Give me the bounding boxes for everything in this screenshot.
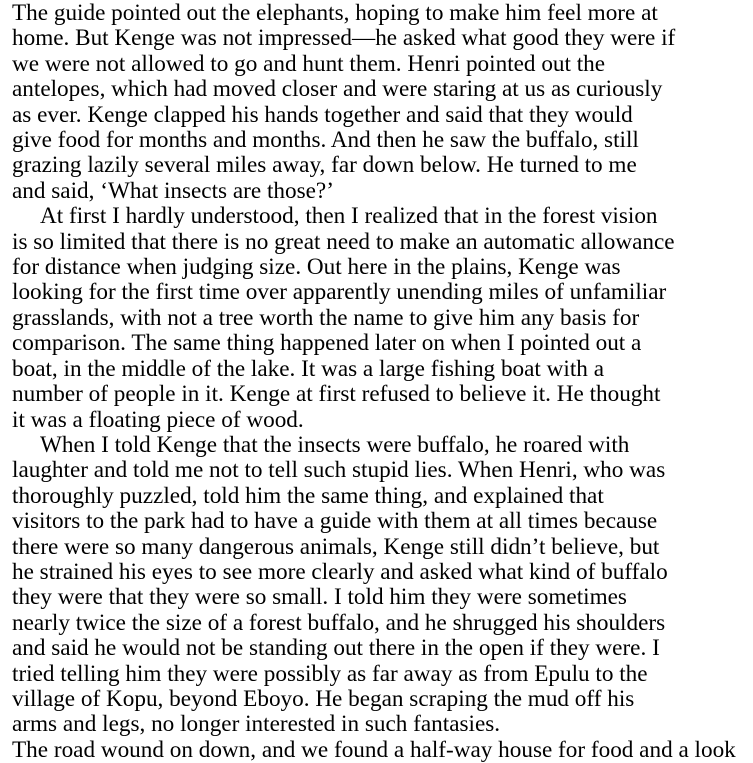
text-line: give food for months and months. And then he saw the buffalo, still: [12, 127, 639, 154]
text-line: boat, in the middle of the lake. It was a large fishing boat with a: [12, 355, 604, 382]
text-line: arms and legs, no longer interested in such fantasies.: [12, 711, 501, 738]
text-line: village of Kopu, beyond Eboyo. He began scraping the mud off his: [12, 685, 635, 712]
text-line: it was a floating piece of wood.: [12, 406, 304, 433]
text-line: they were that they were so small. I told him they were sometimes: [12, 584, 627, 611]
text-line: there were so many dangerous animals, Kenge still didn’t believe, but: [12, 533, 660, 560]
paragraph-3: [12, 433, 750, 738]
paragraph-1: [12, 1, 750, 204]
text-line: is so limited that there is no great need to make an automatic allowance: [12, 228, 675, 255]
text-line: number of people in it. Kenge at first refused to believe it. He thought: [12, 381, 661, 408]
text-line: he strained his eyes to see more clearly and asked what kind of buffalo: [12, 558, 668, 585]
text-line: home. But Kenge was not impressed—he asked what good they were if: [12, 25, 676, 52]
text-line: and said, ‘What insects are those?’: [12, 177, 334, 204]
text-line: tried telling him they were possibly as far away as from Epulu to the: [12, 660, 648, 687]
paragraph-2: [12, 204, 750, 433]
text-line: as ever. Kenge clapped his hands together and said that they would: [12, 101, 633, 128]
text-line: grazing lazily several miles away, far down below. He turned to me: [12, 152, 637, 179]
text-line: At first I hardly understood, then I realized that in the forest vision: [40, 203, 658, 230]
text-line: antelopes, which had moved closer and were staring at us as curiously: [12, 76, 663, 103]
text-line: comparison. The same thing happened later on when I pointed out a: [12, 330, 642, 357]
text-line: and said he would not be standing out there in the open if they were. I: [12, 635, 660, 662]
document-page: [12, 0, 750, 763]
text-line: nearly twice the size of a forest buffalo, and he shrugged his shoulders: [12, 609, 666, 636]
text-line: grasslands, with not a tree worth the name to give him any basis for: [12, 304, 640, 331]
cut-off-text: The road wound on down, and we found a half-way house for food and a look: [12, 736, 736, 763]
text-line: The guide pointed out the elephants, hoping to make him feel more at: [12, 0, 658, 26]
text-line: for distance when judging size. Out here in the plains, Kenge was: [12, 254, 621, 281]
text-line: visitors to the park had to have a guide with them at all times because: [12, 508, 658, 535]
text-line: laughter and told me not to tell such stupid lies. When Henri, who was: [12, 457, 666, 484]
text-line: thoroughly puzzled, told him the same thing, and explained that: [12, 482, 604, 509]
cut-off-text-line: [12, 736, 750, 763]
text-line: When I told Kenge that the insects were buffalo, he roared with: [40, 431, 630, 458]
text-line: we were not allowed to go and hunt them. Henri pointed out the: [12, 50, 606, 77]
text-line: looking for the first time over apparently unending miles of unfamiliar: [12, 279, 667, 306]
